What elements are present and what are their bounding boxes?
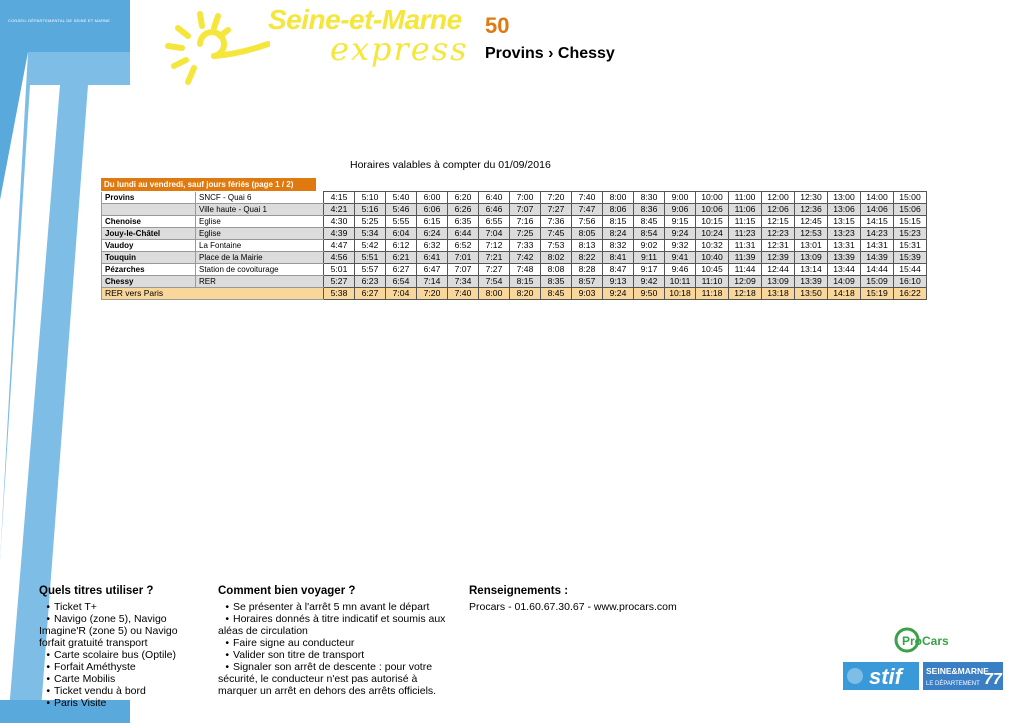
travel-list [218,601,448,697]
departure-time: 6:35 [448,216,479,228]
departure-time: 10:24 [696,228,729,240]
bullet-icon: • [225,661,229,673]
stop-place: Station de covoiturage [196,264,324,276]
departure-time: 11:39 [729,252,762,264]
travel-title: Comment bien voyager ? [218,585,356,597]
departure-time: 7:12 [479,240,510,252]
departure-time: 12:09 [729,276,762,288]
bullet-icon: • [46,685,50,697]
departure-time: 6:44 [448,228,479,240]
departure-time: 9:00 [665,192,696,204]
stop-place: Eglise [196,216,324,228]
departure-time: 6:04 [386,228,417,240]
info-list-item [218,649,448,661]
info-list-text: Paris Visite [54,697,107,709]
departure-time: 9:06 [665,204,696,216]
info-list-text: Forfait Améthyste [54,661,136,673]
departure-time: 10:11 [665,276,696,288]
departure-time: 7:42 [510,252,541,264]
departure-time: 12:30 [795,192,828,204]
rer-time: 9:50 [634,288,665,300]
rer-label: RER vers Paris [102,288,324,300]
departure-time: 5:10 [355,192,386,204]
departure-time: 4:47 [324,240,355,252]
departure-time: 6:23 [355,276,386,288]
departure-time: 15:00 [894,192,927,204]
line-number: 50 [485,13,510,38]
timetable-row [102,204,927,216]
departure-time: 13:01 [795,240,828,252]
stop-place: Eglise [196,228,324,240]
departure-time: 7:45 [541,228,572,240]
departure-time: 5:57 [355,264,386,276]
departure-time: 15:39 [894,252,927,264]
departure-time: 4:30 [324,216,355,228]
sm-logo-num: 77 [984,671,1002,688]
contact-text: Procars - 01.60.67.30.67 - www.procars.com [469,601,677,613]
departure-time: 8:22 [572,252,603,264]
departure-time: 7:01 [448,252,479,264]
departure-time: 12:15 [762,216,795,228]
stop-name: Vaudoy [102,240,196,252]
departure-time: 6:12 [386,240,417,252]
departure-time: 8:00 [603,192,634,204]
departure-time: 6:55 [479,216,510,228]
departure-time: 13:06 [828,204,861,216]
departure-time: 9:24 [665,228,696,240]
departure-time: 6:00 [417,192,448,204]
departure-time: 8:06 [603,204,634,216]
rer-time: 8:20 [510,288,541,300]
departure-time: 7:14 [417,276,448,288]
info-list-item [218,661,448,697]
departure-time: 7:53 [541,240,572,252]
departure-time: 5:55 [386,216,417,228]
stop-place: Ville haute - Quai 1 [196,204,324,216]
stop-name: Chessy [102,276,196,288]
departure-time: 5:42 [355,240,386,252]
bullet-icon: • [225,649,229,661]
stop-place: La Fontaine [196,240,324,252]
rer-time: 9:24 [603,288,634,300]
departure-time: 4:15 [324,192,355,204]
rer-time: 7:04 [386,288,417,300]
departure-time: 5:34 [355,228,386,240]
departure-time: 11:15 [729,216,762,228]
tickets-section [39,585,199,709]
departure-time: 8:47 [603,264,634,276]
departure-time: 15:15 [894,216,927,228]
brand-name: Seine-et-Marne [268,4,462,35]
departure-time: 7:40 [572,192,603,204]
departure-time: 6:46 [479,204,510,216]
departure-time: 12:53 [795,228,828,240]
stif-logo [843,662,919,690]
departure-time: 14:23 [861,228,894,240]
departure-time: 11:23 [729,228,762,240]
departure-time: 8:15 [510,276,541,288]
contact-section [469,585,729,613]
departure-time: 10:00 [696,192,729,204]
departure-time: 7:27 [479,264,510,276]
departure-time: 6:21 [386,252,417,264]
rer-time: 13:50 [795,288,828,300]
stop-name: Touquin [102,252,196,264]
info-list-text: Faire signe au conducteur [233,637,355,649]
departure-time: 14:31 [861,240,894,252]
departure-time: 7:56 [572,216,603,228]
departure-time: 8:57 [572,276,603,288]
info-list-item [39,685,199,697]
rer-time: 16:22 [894,288,927,300]
timetable-row [102,216,927,228]
departure-time: 6:54 [386,276,417,288]
departure-time: 8:13 [572,240,603,252]
departure-time: 6:40 [479,192,510,204]
departure-time: 15:44 [894,264,927,276]
timetable-row [102,252,927,264]
departure-time: 15:31 [894,240,927,252]
timetable-row [102,240,927,252]
departure-time: 8:30 [634,192,665,204]
departure-time: 16:10 [894,276,927,288]
departure-time: 12:00 [762,192,795,204]
stop-place: Place de la Mairie [196,252,324,264]
info-list-text: Valider son titre de transport [233,649,365,661]
info-list-text: Carte Mobilis [54,673,116,685]
departure-time: 9:11 [634,252,665,264]
rer-time: 7:40 [448,288,479,300]
rer-time: 7:20 [417,288,448,300]
departure-time: 11:31 [729,240,762,252]
sun-logo-icon [160,6,270,91]
departure-time: 11:06 [729,204,762,216]
departure-time: 13:31 [828,240,861,252]
departure-time: 13:00 [828,192,861,204]
sm-logo-line2: LE DÉPARTEMENT [926,681,980,687]
stif-logo-text: stif [869,664,902,689]
departure-time: 14:44 [861,264,894,276]
departure-time: 8:35 [541,276,572,288]
departure-time: 13:09 [762,276,795,288]
header-small-text: CONSEIL DÉPARTEMENTAL DE SEINE ET MARNE [8,18,111,23]
tickets-title: Quels titres utiliser ? [39,585,154,597]
departure-time: 12:31 [762,240,795,252]
departure-time: 14:06 [861,204,894,216]
timetable-row [102,228,927,240]
departure-time: 9:42 [634,276,665,288]
rer-time: 15:19 [861,288,894,300]
bullet-icon: • [225,613,229,625]
bullet-icon: • [225,637,229,649]
departure-time: 13:39 [828,252,861,264]
info-list-item [39,649,199,661]
departure-time: 9:41 [665,252,696,264]
bullet-icon: • [46,613,50,625]
departure-time: 7:27 [541,204,572,216]
departure-time: 14:39 [861,252,894,264]
departure-time: 8:41 [603,252,634,264]
departure-time: 4:56 [324,252,355,264]
info-list-text: Navigo (zone 5), Navigo Imagine'R (zone 5) ou Navigo forfait gratuité transport [39,613,178,649]
departure-time: 11:00 [729,192,762,204]
departure-time: 7:33 [510,240,541,252]
departure-time: 7:25 [510,228,541,240]
departure-time: 13:09 [795,252,828,264]
departure-time: 7:20 [541,192,572,204]
rer-time: 9:03 [572,288,603,300]
departure-time: 7:16 [510,216,541,228]
departure-time: 11:44 [729,264,762,276]
timetable [101,191,927,300]
departure-time: 5:25 [355,216,386,228]
departure-time: 8:54 [634,228,665,240]
timetable-row [102,192,927,204]
departure-time: 9:46 [665,264,696,276]
departure-time: 9:15 [665,216,696,228]
departure-time: 12:06 [762,204,795,216]
departure-time: 8:15 [603,216,634,228]
stop-name [102,204,196,216]
procars-logo [893,625,963,655]
departure-time: 8:08 [541,264,572,276]
departure-time: 6:47 [417,264,448,276]
departure-time: 14:00 [861,192,894,204]
sm-logo-line1: SEINE&MARNE [926,666,989,676]
departure-time: 7:04 [479,228,510,240]
departure-time: 8:32 [603,240,634,252]
stop-place: SNCF - Quai 6 [196,192,324,204]
departure-time: 10:15 [696,216,729,228]
rer-time: 8:45 [541,288,572,300]
departure-time: 6:15 [417,216,448,228]
contact-title: Renseignements : [469,585,569,597]
departure-time: 13:14 [795,264,828,276]
departure-time: 7:34 [448,276,479,288]
info-list-text: Ticket vendu à bord [54,685,146,697]
departure-time: 5:46 [386,204,417,216]
departure-time: 4:39 [324,228,355,240]
departure-time: 7:21 [479,252,510,264]
stop-name: Chenoise [102,216,196,228]
departure-time: 5:51 [355,252,386,264]
departure-time: 4:21 [324,204,355,216]
departure-time: 10:45 [696,264,729,276]
departure-time: 7:00 [510,192,541,204]
timetable-title: Du lundi au vendredi, sauf jours fériés (page 1 / 2) [101,178,316,191]
departure-time: 9:17 [634,264,665,276]
bullet-icon: • [46,601,50,613]
departure-time: 8:36 [634,204,665,216]
procars-logo-text: ProCars [902,634,949,648]
rer-time: 6:27 [355,288,386,300]
departure-time: 6:26 [448,204,479,216]
timetable-row [102,276,927,288]
bullet-icon: • [225,601,229,613]
departure-time: 9:02 [634,240,665,252]
departure-time: 6:27 [386,264,417,276]
travel-section [218,585,448,697]
departure-time: 15:09 [861,276,894,288]
rer-time: 13:18 [762,288,795,300]
info-list-text: Signaler son arrêt de descente : pour votre sécurité, le conducteur n'est pas autorisé à marquer un arrêt en dehors des arrêts officiels. [218,661,437,697]
stop-place: RER [196,276,324,288]
departure-time: 6:06 [417,204,448,216]
departure-time: 6:20 [448,192,479,204]
info-list-item [39,673,199,685]
rer-time: 11:18 [696,288,729,300]
departure-time: 7:47 [572,204,603,216]
departure-time: 6:32 [417,240,448,252]
info-list-item [39,697,199,709]
departure-time: 7:54 [479,276,510,288]
info-list-text: Carte scolaire bus (Optile) [54,649,176,661]
stop-name: Pézarches [102,264,196,276]
departure-time: 13:23 [828,228,861,240]
departure-time: 10:06 [696,204,729,216]
route-title: Provins › Chessy [485,45,615,62]
departure-time: 13:15 [828,216,861,228]
departure-time: 6:41 [417,252,448,264]
departure-time: 10:40 [696,252,729,264]
departure-time: 8:02 [541,252,572,264]
info-list-item [218,613,448,637]
rer-time: 12:18 [729,288,762,300]
departure-time: 5:40 [386,192,417,204]
departure-time: 11:10 [696,276,729,288]
stop-name: Jouy-le-Châtel [102,228,196,240]
info-list-text: Ticket T+ [54,601,97,613]
bullet-icon: • [46,697,50,709]
departure-time: 12:23 [762,228,795,240]
info-list-item [39,601,199,613]
info-list-item [218,601,448,613]
stop-name: Provins [102,192,196,204]
info-list-text: Se présenter à l'arrêt 5 mn avant le départ [233,601,430,613]
departure-time: 14:09 [828,276,861,288]
departure-time: 15:23 [894,228,927,240]
departure-time: 7:07 [510,204,541,216]
departure-time: 7:36 [541,216,572,228]
departure-time: 5:16 [355,204,386,216]
departure-time: 12:36 [795,204,828,216]
departure-time: 10:32 [696,240,729,252]
info-list-item [39,661,199,673]
rer-time: 14:18 [828,288,861,300]
bullet-icon: • [46,661,50,673]
departure-time: 5:27 [324,276,355,288]
rer-time: 5:38 [324,288,355,300]
rer-time: 10:18 [665,288,696,300]
departure-time: 7:07 [448,264,479,276]
departure-time: 7:48 [510,264,541,276]
validity-text: Horaires valables à compter du 01/09/2016 [350,159,551,171]
departure-time: 8:05 [572,228,603,240]
departure-time: 12:44 [762,264,795,276]
departure-time: 9:13 [603,276,634,288]
departure-time: 8:24 [603,228,634,240]
departure-time: 8:28 [572,264,603,276]
departure-time: 13:44 [828,264,861,276]
departure-time: 5:01 [324,264,355,276]
rer-connection-row [102,288,927,300]
departure-time: 14:15 [861,216,894,228]
departure-time: 12:39 [762,252,795,264]
info-list-item [218,637,448,649]
info-list-item [39,613,199,649]
departure-time: 8:45 [634,216,665,228]
rer-time: 8:00 [479,288,510,300]
timetable-row [102,264,927,276]
departure-time: 13:39 [795,276,828,288]
departure-time: 15:06 [894,204,927,216]
departure-time: 9:32 [665,240,696,252]
departure-time: 12:45 [795,216,828,228]
seine-et-marne-logo [923,662,1003,690]
bullet-icon: • [46,649,50,661]
departure-time: 6:24 [417,228,448,240]
bullet-icon: • [46,673,50,685]
brand-express: express [330,30,469,68]
info-list-text: Horaires donnés à titre indicatif et soumis aux aléas de circulation [218,613,446,637]
tickets-list [39,601,199,709]
departure-time: 6:52 [448,240,479,252]
